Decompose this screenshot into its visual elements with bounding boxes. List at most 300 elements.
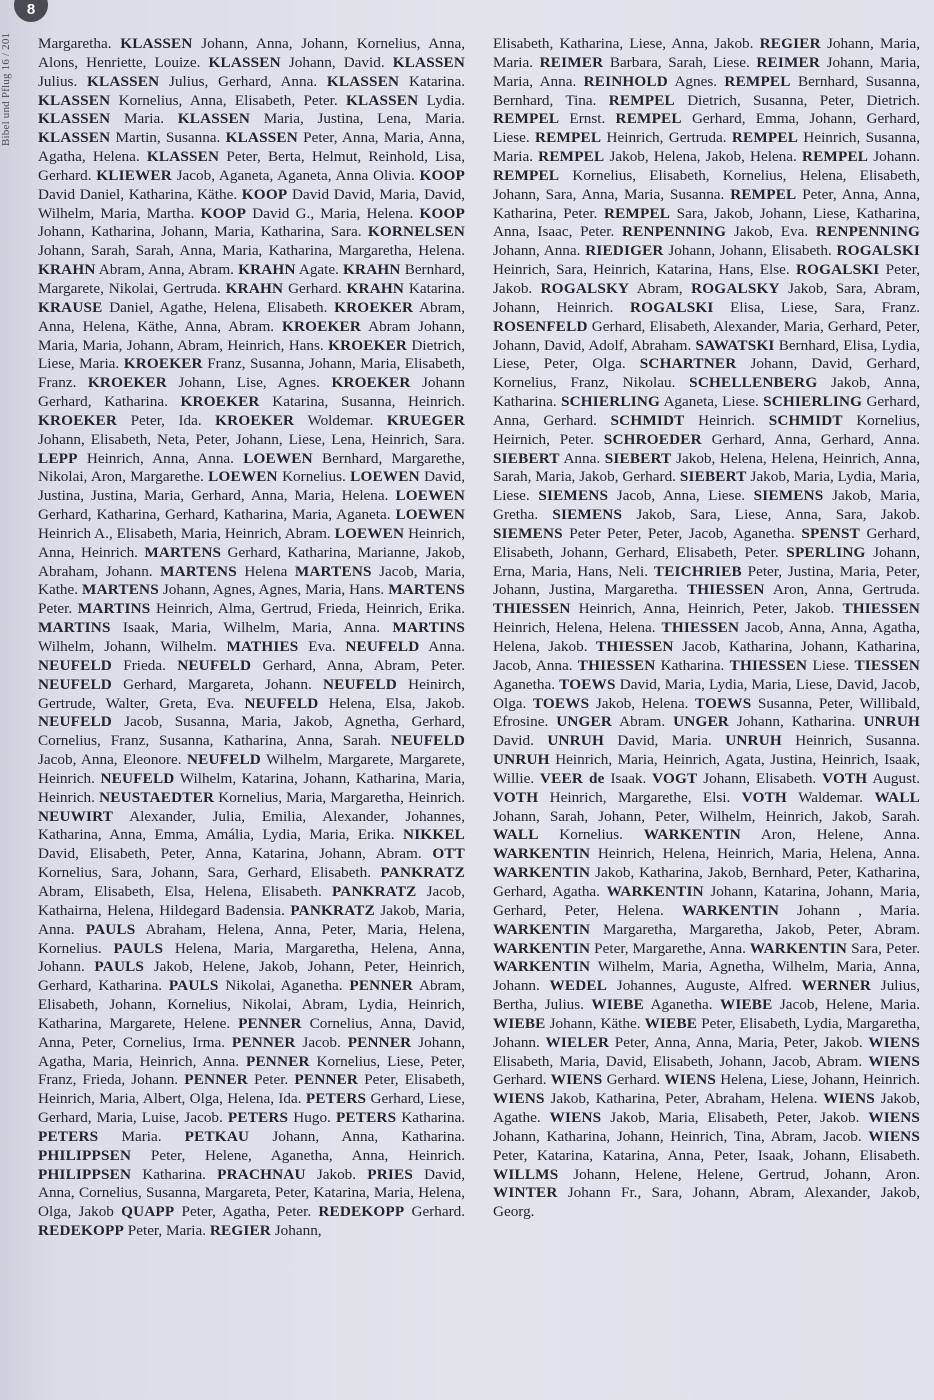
family-surname: TOEWS (559, 675, 616, 693)
family-entry (682, 902, 920, 919)
family-given-names: Abraham, Helena, Anna, Peter, Maria, Helena, Kornelius. (38, 920, 466, 957)
family-surname: REIMER (756, 53, 821, 71)
family-entry (318, 1203, 465, 1220)
family-given-names: Kornelius, Maria, Margaretha, Heinrich. (218, 788, 466, 806)
family-surname: PAULS (113, 939, 164, 957)
family-surname: SIEBERT (604, 449, 672, 467)
family-surname: NEUFELD (186, 751, 261, 769)
family-given-names: Katharina. (401, 1109, 465, 1127)
family-given-names: Johann, Sarah, Johann, Peter, Wilhelm, Heinrich, Jakob, Sarah. (493, 807, 920, 825)
family-surname: UNGER (673, 713, 729, 731)
family-entry (181, 393, 465, 410)
family-surname: NEUFELD (322, 675, 397, 693)
family-given-names: David, Elisabeth, Peter, Anna, Katarina, Johann, Abram. (38, 845, 422, 863)
family-given-names: Margaretha. (38, 35, 112, 52)
family-given-names: Gerhard. (493, 1071, 547, 1089)
family-surname: ROGALSKI (795, 261, 880, 279)
family-given-names: Katarina. (408, 279, 465, 297)
family-given-names: Katharina. (142, 1165, 206, 1183)
family-surname: MARTENS (144, 543, 222, 561)
family-surname: SPENST (801, 524, 860, 542)
family-given-names: Cornelius, Anna, David, Anna, Peter, Cornelius, Irma. (38, 1014, 466, 1051)
family-given-names: Bernhard, Susanna, Bernhard, Tina. (493, 72, 921, 109)
family-given-names: Katarina. (408, 72, 466, 90)
family-entry (327, 73, 465, 90)
family-surname: VOTH (741, 788, 787, 806)
family-given-names: Maria. (124, 110, 165, 128)
family-given-names: Johann, Johann, Elisabeth. (668, 242, 832, 260)
family-surname: KLASSEN (326, 72, 400, 90)
family-surname: KLASSEN (38, 110, 111, 128)
family-surname: KROEKER (328, 336, 408, 354)
family-surname: KROEKER (331, 374, 411, 392)
family-given-names: Aganetha. (493, 675, 555, 693)
family-surname: KLASSEN (120, 35, 193, 52)
family-entry (169, 977, 343, 994)
family-entry (584, 73, 717, 90)
family-surname: REMPEL (608, 91, 675, 109)
family-surname: KORNELSEN (367, 223, 466, 241)
family-surname: MARTINS (392, 619, 466, 637)
family-given-names: David. (493, 732, 534, 750)
family-entry (493, 940, 746, 957)
family-surname: PENNER (231, 1033, 296, 1051)
family-surname: WINTER (493, 1184, 558, 1202)
family-entry (38, 129, 220, 146)
family-given-names: Heinrich, Gertruda. (606, 129, 727, 147)
family-surname: RIEDIGER (585, 242, 664, 260)
family-surname: MARTINS (38, 619, 111, 637)
family-given-names: Agnes. (674, 72, 718, 90)
family-given-names: Peter, Anna, Anna, Katharina, Peter. (493, 185, 921, 222)
family-given-names: Martin, Susanna. (115, 129, 221, 147)
family-surname: KROEKER (180, 393, 260, 411)
family-given-names: Peter, Anna, Anna, Maria, Peter, Jakob. (614, 1033, 863, 1051)
family-entry (493, 1166, 920, 1183)
family-surname: THIESSEN (493, 600, 571, 618)
family-given-names: Aron, Helene, Anna. (760, 826, 920, 844)
family-given-names: Abram, Anna, Helena, Käthe, Anna, Abram. (38, 298, 465, 335)
family-entry (742, 789, 863, 806)
family-entry (533, 695, 689, 712)
family-given-names: Johann, Katharina, Johann, Maria, Katharina, Sara. (38, 223, 362, 241)
family-given-names: Dietrich, Susanna, Peter, Dietrich. (687, 91, 920, 109)
family-surname: WIENS (868, 1052, 920, 1070)
family-entry (38, 299, 327, 316)
family-given-names: Dietrich, Liese, Maria. (38, 336, 466, 373)
family-given-names: Kornelius. (559, 826, 623, 844)
family-entry (121, 1203, 311, 1220)
family-surname: RENPENNING (622, 223, 727, 241)
family-given-names: Heinrich, Susanna, Maria. (493, 129, 921, 166)
family-surname: UNRUH (725, 732, 782, 750)
family-entry (550, 1109, 860, 1126)
family-given-names: Eva. (308, 638, 336, 655)
family-given-names: Kornelius. (282, 468, 346, 486)
family-surname: KRAHN (38, 261, 96, 279)
family-given-names: David Daniel, Katharina, Käthe. (38, 185, 238, 203)
family-surname: PHILIPPSEN (38, 1146, 132, 1164)
family-given-names: Frieda. (123, 656, 166, 674)
family-given-names: Heinrich, Sara, Heinrich, Katarina, Hans, Else. (493, 261, 790, 279)
family-entry (184, 1071, 288, 1088)
family-surname: OTT (432, 845, 465, 863)
family-surname: WARKENTIN (493, 845, 591, 863)
family-surname: REGIER (759, 35, 821, 52)
family-given-names: Jacob, Anna, Liese. (616, 487, 745, 505)
family-given-names: Peter, Ida. (130, 411, 202, 429)
family-given-names: Peter, Justina, Maria, Peter, Johann, Justina, Margaretha. (493, 562, 921, 599)
family-given-names: Heinrich, Susanna. (795, 732, 921, 750)
family-surname: REMPEL (801, 148, 869, 166)
family-entry (493, 35, 753, 52)
family-given-names: Gerhard, Liese, Gerhard, Maria, Luise, Jacob. (38, 1090, 466, 1127)
family-surname: NEUFELD (244, 694, 319, 712)
family-surname: NEUFELD (38, 656, 112, 674)
family-entry (541, 280, 683, 297)
family-given-names: Elisa, Liese, Sara, Franz. (730, 298, 920, 316)
family-surname: NEUFELD (391, 732, 466, 750)
family-given-names: Peter, Elisabeth, Lydia, Margaretha, Johann. (493, 1014, 921, 1051)
family-surname: PENNER (347, 1033, 412, 1051)
family-surname: PAULS (94, 958, 145, 976)
family-surname: KLASSEN (38, 129, 111, 147)
family-entry (38, 412, 202, 429)
family-given-names: Abram, Anna, Abram. (98, 261, 234, 279)
family-entry (538, 487, 745, 504)
family-given-names: Johann, Agnes, Agnes, Maria, Hans. (162, 581, 385, 599)
family-surname: REDEKOPP (38, 1222, 124, 1240)
family-surname: REMPEL (603, 204, 671, 222)
family-surname: ROGALSKI (630, 298, 714, 316)
family-surname: THIESSEN (577, 656, 656, 674)
family-surname: KROEKER (215, 411, 295, 429)
family-surname: MARTENS (294, 562, 372, 580)
family-entry (551, 1071, 660, 1088)
family-surname: SCHIERLING (560, 393, 661, 411)
family-entry (802, 148, 920, 165)
family-given-names: Daniel, Agathe, Helena, Elisabeth. (109, 298, 328, 316)
family-given-names: Johann, Elisabeth, Neta, Peter, Johann, Liese, Lena, Heinrich, Sara. (38, 430, 465, 448)
family-given-names: Bernhard, Margarete, Nikolai, Gertruda. (38, 261, 465, 297)
family-surname: REMPEL (535, 129, 602, 147)
family-entry (160, 563, 287, 580)
family-given-names: Jakob, Maria, Anna. (38, 901, 466, 938)
family-given-names: Gerhard, Katharina, Marianne, Jakob, Abraham, Johann. (38, 543, 466, 580)
family-surname: KLASSEN (146, 148, 220, 166)
family-given-names: Julius, Gerhard, Anna. (169, 72, 318, 90)
family-entry (540, 770, 646, 787)
family-entry (687, 581, 920, 598)
family-surname: WIENS (823, 1090, 875, 1108)
family-surname: PETKAU (184, 1127, 250, 1145)
family-surname: REMPEL (724, 72, 791, 90)
family-entry (540, 54, 750, 71)
family-given-names: Johann, (274, 1222, 322, 1240)
family-surname: REMPEL (730, 185, 797, 203)
family-given-names: Heinrich, Anna, Heinrich, Peter, Jakob. (578, 600, 835, 618)
family-entry (493, 1090, 817, 1107)
family-given-names: Katarina, Susanna, Heinrich. (272, 393, 465, 411)
family-surname: PENNER (245, 1052, 310, 1070)
family-given-names: Aganetha. (650, 996, 713, 1014)
family-given-names: Jakob, Eva. (733, 223, 809, 241)
family-surname: PRACHNAU (217, 1165, 306, 1183)
family-entry (217, 1166, 356, 1183)
family-entry (38, 1147, 465, 1164)
family-surname: THIESSEN (686, 581, 765, 599)
family-given-names: Susanna, Peter, Willibald, Efrosine. (493, 694, 921, 731)
family-given-names: Jakob, Helena, Helena, Heinrich, Anna, Sarah, Maria, Jakob, Gerhard. (493, 449, 921, 486)
family-given-names: Johann, Agatha, Maria, Heinrich, Anna. (38, 1033, 466, 1070)
family-entry (38, 450, 234, 467)
family-surname: KRAHN (238, 261, 296, 279)
family-given-names: Wilhelm, Margarete, Margarete, Heinrich. (38, 751, 465, 787)
family-given-names: Jacob, Anna, Eleonore. (38, 751, 182, 769)
family-surname: SPERLING (786, 543, 866, 561)
family-given-names: Gerhard, Anna, Gerhard. (493, 393, 920, 429)
family-surname: WARKENTIN (493, 920, 591, 938)
family-given-names: Johann, Anna. (493, 242, 581, 260)
family-surname: REMPEL (493, 166, 560, 184)
family-given-names: David, Maria. (617, 732, 712, 750)
family-surname: NEUFELD (100, 769, 175, 787)
name-column-right (493, 35, 920, 1222)
family-entry (493, 600, 834, 617)
family-given-names: Sara, Jakob, Johann, Liese, Katharina, Anna, Isaac, Peter. (493, 204, 921, 241)
family-given-names: Jakob, Helena, Jakob, Helena. (609, 148, 797, 166)
family-given-names: Gerhard, Emma, Johann, Gerhard, Liese. (493, 110, 921, 147)
family-given-names: Agate. (298, 261, 339, 279)
family-surname: ROSENFELD (493, 317, 588, 335)
family-surname: WIELER (545, 1033, 610, 1051)
family-given-names: Anna. (428, 638, 465, 655)
family-surname: UNGER (556, 713, 613, 731)
family-given-names: Kornelius, Anna, Elisabeth, Peter. (118, 91, 338, 109)
family-surname: UNRUH (547, 732, 605, 750)
family-given-names: Helena, Liese, Johann, Heinrich. (720, 1071, 920, 1089)
family-given-names: Peter, Margarethe, Anna. (594, 939, 746, 957)
family-entry (38, 1128, 162, 1145)
family-given-names: Jakob, Maria, Elisabeth, Peter, Jakob. (610, 1109, 860, 1127)
family-entry (493, 845, 920, 862)
family-surname: KOOP (241, 185, 288, 203)
family-entry (38, 619, 380, 636)
family-surname: PETERS (38, 1127, 99, 1145)
family-given-names: Jakob, Katharina, Peter, Abraham, Helena. (550, 1090, 818, 1108)
family-surname: THIESSEN (842, 600, 921, 618)
family-given-names: Aron, Anna, Gertruda. (772, 581, 920, 599)
family-surname: PENNER (349, 977, 414, 995)
family-given-names: Johann. (873, 148, 921, 166)
family-given-names: Johann Gerhard, Katharina. (38, 374, 466, 411)
family-surname: WILLMS (493, 1165, 559, 1183)
page-number-badge: 8 (14, 0, 48, 22)
family-surname: VOTH (822, 769, 868, 787)
family-given-names: Elisabeth, Maria, David, Elisabeth, Johann, Jacob, Abram. (493, 1052, 863, 1070)
family-surname: WARKENTIN (493, 958, 591, 976)
family-given-names: Elisabeth, Katharina, Liese, Anna, Jakob. (493, 35, 754, 52)
family-given-names: Woldemar. (307, 411, 374, 429)
family-given-names: Johann, David. (288, 53, 385, 71)
family-entry (622, 223, 808, 240)
family-given-names: Heinrich. (698, 411, 756, 429)
family-given-names: Wilhelm, Johann, Wilhelm. (38, 638, 217, 655)
family-entry (604, 431, 920, 448)
family-given-names: August. (872, 769, 921, 787)
family-given-names: Peter, Maria. (127, 1222, 207, 1240)
family-given-names: Jakob, Sara, Liese, Anna, Sara, Jakob. (636, 506, 920, 524)
family-entry (178, 110, 465, 127)
family-given-names: Johann, Anna, Katharina. (272, 1127, 465, 1145)
name-column-left (38, 35, 465, 1241)
family-given-names: Franz, Susanna, Johann, Maria, Elisabeth, Franz. (38, 355, 466, 392)
family-surname: KLIEWER (96, 166, 172, 184)
family-given-names: Helena, Maria, Margaretha, Helena, Anna, Johann. (38, 939, 465, 976)
family-given-names: David David, Maria, David, Wilhelm, Maria, Martha. (38, 185, 465, 222)
family-entry (493, 826, 623, 843)
family-given-names: Jakob, Helene, Jakob, Johann, Peter, Heinrich, Gerhard, Katharina. (38, 958, 466, 995)
family-surname: PAULS (85, 920, 136, 938)
family-given-names: Jakob, Maria, Gretha. (493, 487, 921, 524)
family-given-names: Johann, Helene, Helene, Gertrud, Johann, Aron. (573, 1165, 921, 1183)
family-entry (38, 261, 234, 278)
family-given-names: Peter, Helene, Aganetha, Anna, Heinrich. (150, 1146, 465, 1164)
family-given-names: Peter, Elisabeth, Heinrich, Maria, Albert, Olga, Helena, Ida. (38, 1071, 466, 1108)
family-surname: WALL (874, 788, 921, 806)
family-surname: LEPP (38, 449, 78, 467)
family-given-names: Gerhard, Katharina, Gerhard, Katharina, Maria, Aganeta. (38, 506, 391, 524)
family-surname: NEUWIRT (38, 807, 114, 825)
family-surname: SCHROEDER (603, 430, 702, 448)
family-surname: THIESSEN (596, 638, 674, 655)
family-surname: SCHMIDT (768, 411, 843, 429)
family-entry (545, 1034, 862, 1051)
family-given-names: Wilhelm, Katarina, Johann, Katharina, Maria, Heinrich. (38, 769, 465, 806)
family-given-names: Heinrich, Margarethe, Elsi. (549, 788, 731, 806)
family-entry (630, 299, 920, 316)
family-surname: PANKRATZ (380, 864, 466, 882)
family-given-names: Johann, Lise, Agnes. (178, 374, 320, 392)
family-surname: REDEKOPP (318, 1203, 405, 1221)
family-given-names: Kornelius, Sara, Johann, Sara, Gerhard, Elisabeth. (38, 864, 372, 882)
family-given-names: Peter. (254, 1071, 289, 1089)
family-entry (578, 657, 725, 674)
family-surname: KROEKER (38, 411, 118, 429)
family-given-names: Jakob. (316, 1165, 357, 1183)
family-given-names: Gerhard, Anna, Gerhard, Anna. (711, 430, 920, 448)
family-entry (38, 676, 312, 693)
family-surname: WIEBE (644, 1014, 698, 1032)
family-entry (78, 600, 465, 617)
family-surname: VOGT (652, 769, 698, 787)
family-surname: KRUEGER (386, 411, 466, 429)
family-surname: VOTH (493, 788, 539, 806)
family-surname: WALL (493, 826, 539, 844)
family-surname: LOEWEN (395, 506, 466, 524)
family-entry (556, 713, 665, 730)
family-entry (550, 977, 792, 994)
family-surname: PANKRATZ (331, 882, 417, 900)
family-given-names: Maria. (121, 1127, 162, 1145)
family-given-names: Peter, Berta, Helmut, Reinhold, Lisa, Gerhard. (38, 148, 466, 184)
family-entry (88, 374, 320, 391)
family-given-names: Jakob, Sara, Abram, Johann, Heinrich. (493, 279, 921, 316)
family-given-names: Peter Peter, Peter, Jacob, Aganetha. (569, 524, 795, 542)
family-surname: MARTINS (77, 600, 151, 618)
family-given-names: Nikolai, Aganetha. (225, 977, 343, 995)
family-surname: MATHIES (226, 638, 299, 655)
family-surname: LOEWEN (243, 449, 313, 467)
family-surname: KLASSEN (345, 91, 419, 109)
family-surname: REINHOLD (583, 72, 668, 90)
family-surname: KLASSEN (392, 53, 465, 71)
family-given-names: Gerhard. (288, 279, 342, 297)
family-surname: REIMER (539, 53, 604, 71)
family-given-names: Johann, Anna, Johann, Kornelius, Anna, Alons, Henriette, Louize. (38, 35, 465, 71)
family-entry (238, 261, 339, 278)
family-entry (82, 581, 384, 598)
family-surname: NIKKEL (403, 826, 465, 844)
family-entry (493, 450, 600, 467)
family-surname: PANKRATZ (290, 901, 375, 919)
family-given-names: Johann, Sarah, Sarah, Anna, Maria, Katharina, Margaretha, Helena. (38, 242, 465, 260)
family-entry (336, 1109, 465, 1126)
family-given-names: Sara, Peter. (851, 939, 921, 957)
family-surname: WIEBE (719, 996, 773, 1014)
family-given-names: Helena (244, 562, 288, 580)
family-given-names: Heinrich, Maria, Heinrich, Agata, Justina, Heinrich, Isaak, Willie. (493, 751, 921, 787)
family-given-names: Jacob, Kathairna, Helena, Hildegard Badensia. (38, 882, 466, 919)
family-given-names: Abram, Elisabeth, Elsa, Helena, Elisabeth. (38, 882, 322, 900)
family-surname: NEUFELD (177, 656, 252, 674)
family-given-names: David, Anna, Cornelius, Susanna, Margareta, Peter, Katarina, Maria, Helena, Olga, Jakob (38, 1165, 466, 1221)
family-given-names: Jacob, Susanna, Maria, Jakob, Agnetha, Gerhard, Cornelius, Franz, Susanna, Katharina, Anna, Sarah. (38, 713, 466, 750)
family-surname: TIESSEN (854, 656, 920, 674)
family-entry (226, 280, 342, 297)
family-given-names: Lydia. (426, 91, 466, 109)
family-surname: KLASSEN (86, 72, 160, 90)
family-surname: KLASSEN (177, 110, 251, 128)
family-entry (38, 110, 164, 127)
family-surname: WARKENTIN (493, 939, 591, 957)
family-surname: WARKENTIN (493, 864, 591, 882)
family-surname: MARTENS (388, 581, 465, 599)
family-surname: PENNER (238, 1014, 302, 1032)
family-given-names: Heinrich, Helena, Heinrich, Maria, Helena, Anna. (597, 845, 920, 863)
family-given-names: Jakob, Agathe. (493, 1090, 921, 1127)
family-entry (345, 638, 465, 655)
family-given-names: Jakob, Maria, Lydia, Maria, Liese. (493, 468, 921, 505)
family-given-names: Peter, Agatha, Peter. (181, 1203, 312, 1221)
family-entry (611, 412, 756, 429)
family-given-names: Johann , Maria. (797, 901, 920, 919)
family-surname: SCHELLENBERG (689, 374, 818, 392)
family-entry (493, 1184, 920, 1220)
family-surname: SCHMIDT (610, 411, 685, 429)
family-surname: LOEWEN (350, 468, 420, 486)
family-given-names: Barbara, Sarah, Liese. (609, 53, 750, 71)
running-head: Bibel und Pflug 16 / 201 (0, 32, 12, 146)
family-given-names: Isaak. (610, 769, 647, 787)
family-given-names: Abram. (619, 713, 666, 731)
family-entry (664, 1071, 920, 1088)
family-surname: WIENS (868, 1109, 921, 1127)
family-given-names: Johann Fr., Sara, Johann, Abram, Alexander, Jakob, Georg. (493, 1184, 920, 1221)
family-entry (244, 695, 465, 712)
family-surname: KLASSEN (208, 53, 281, 71)
family-surname: PETERS (335, 1109, 397, 1127)
